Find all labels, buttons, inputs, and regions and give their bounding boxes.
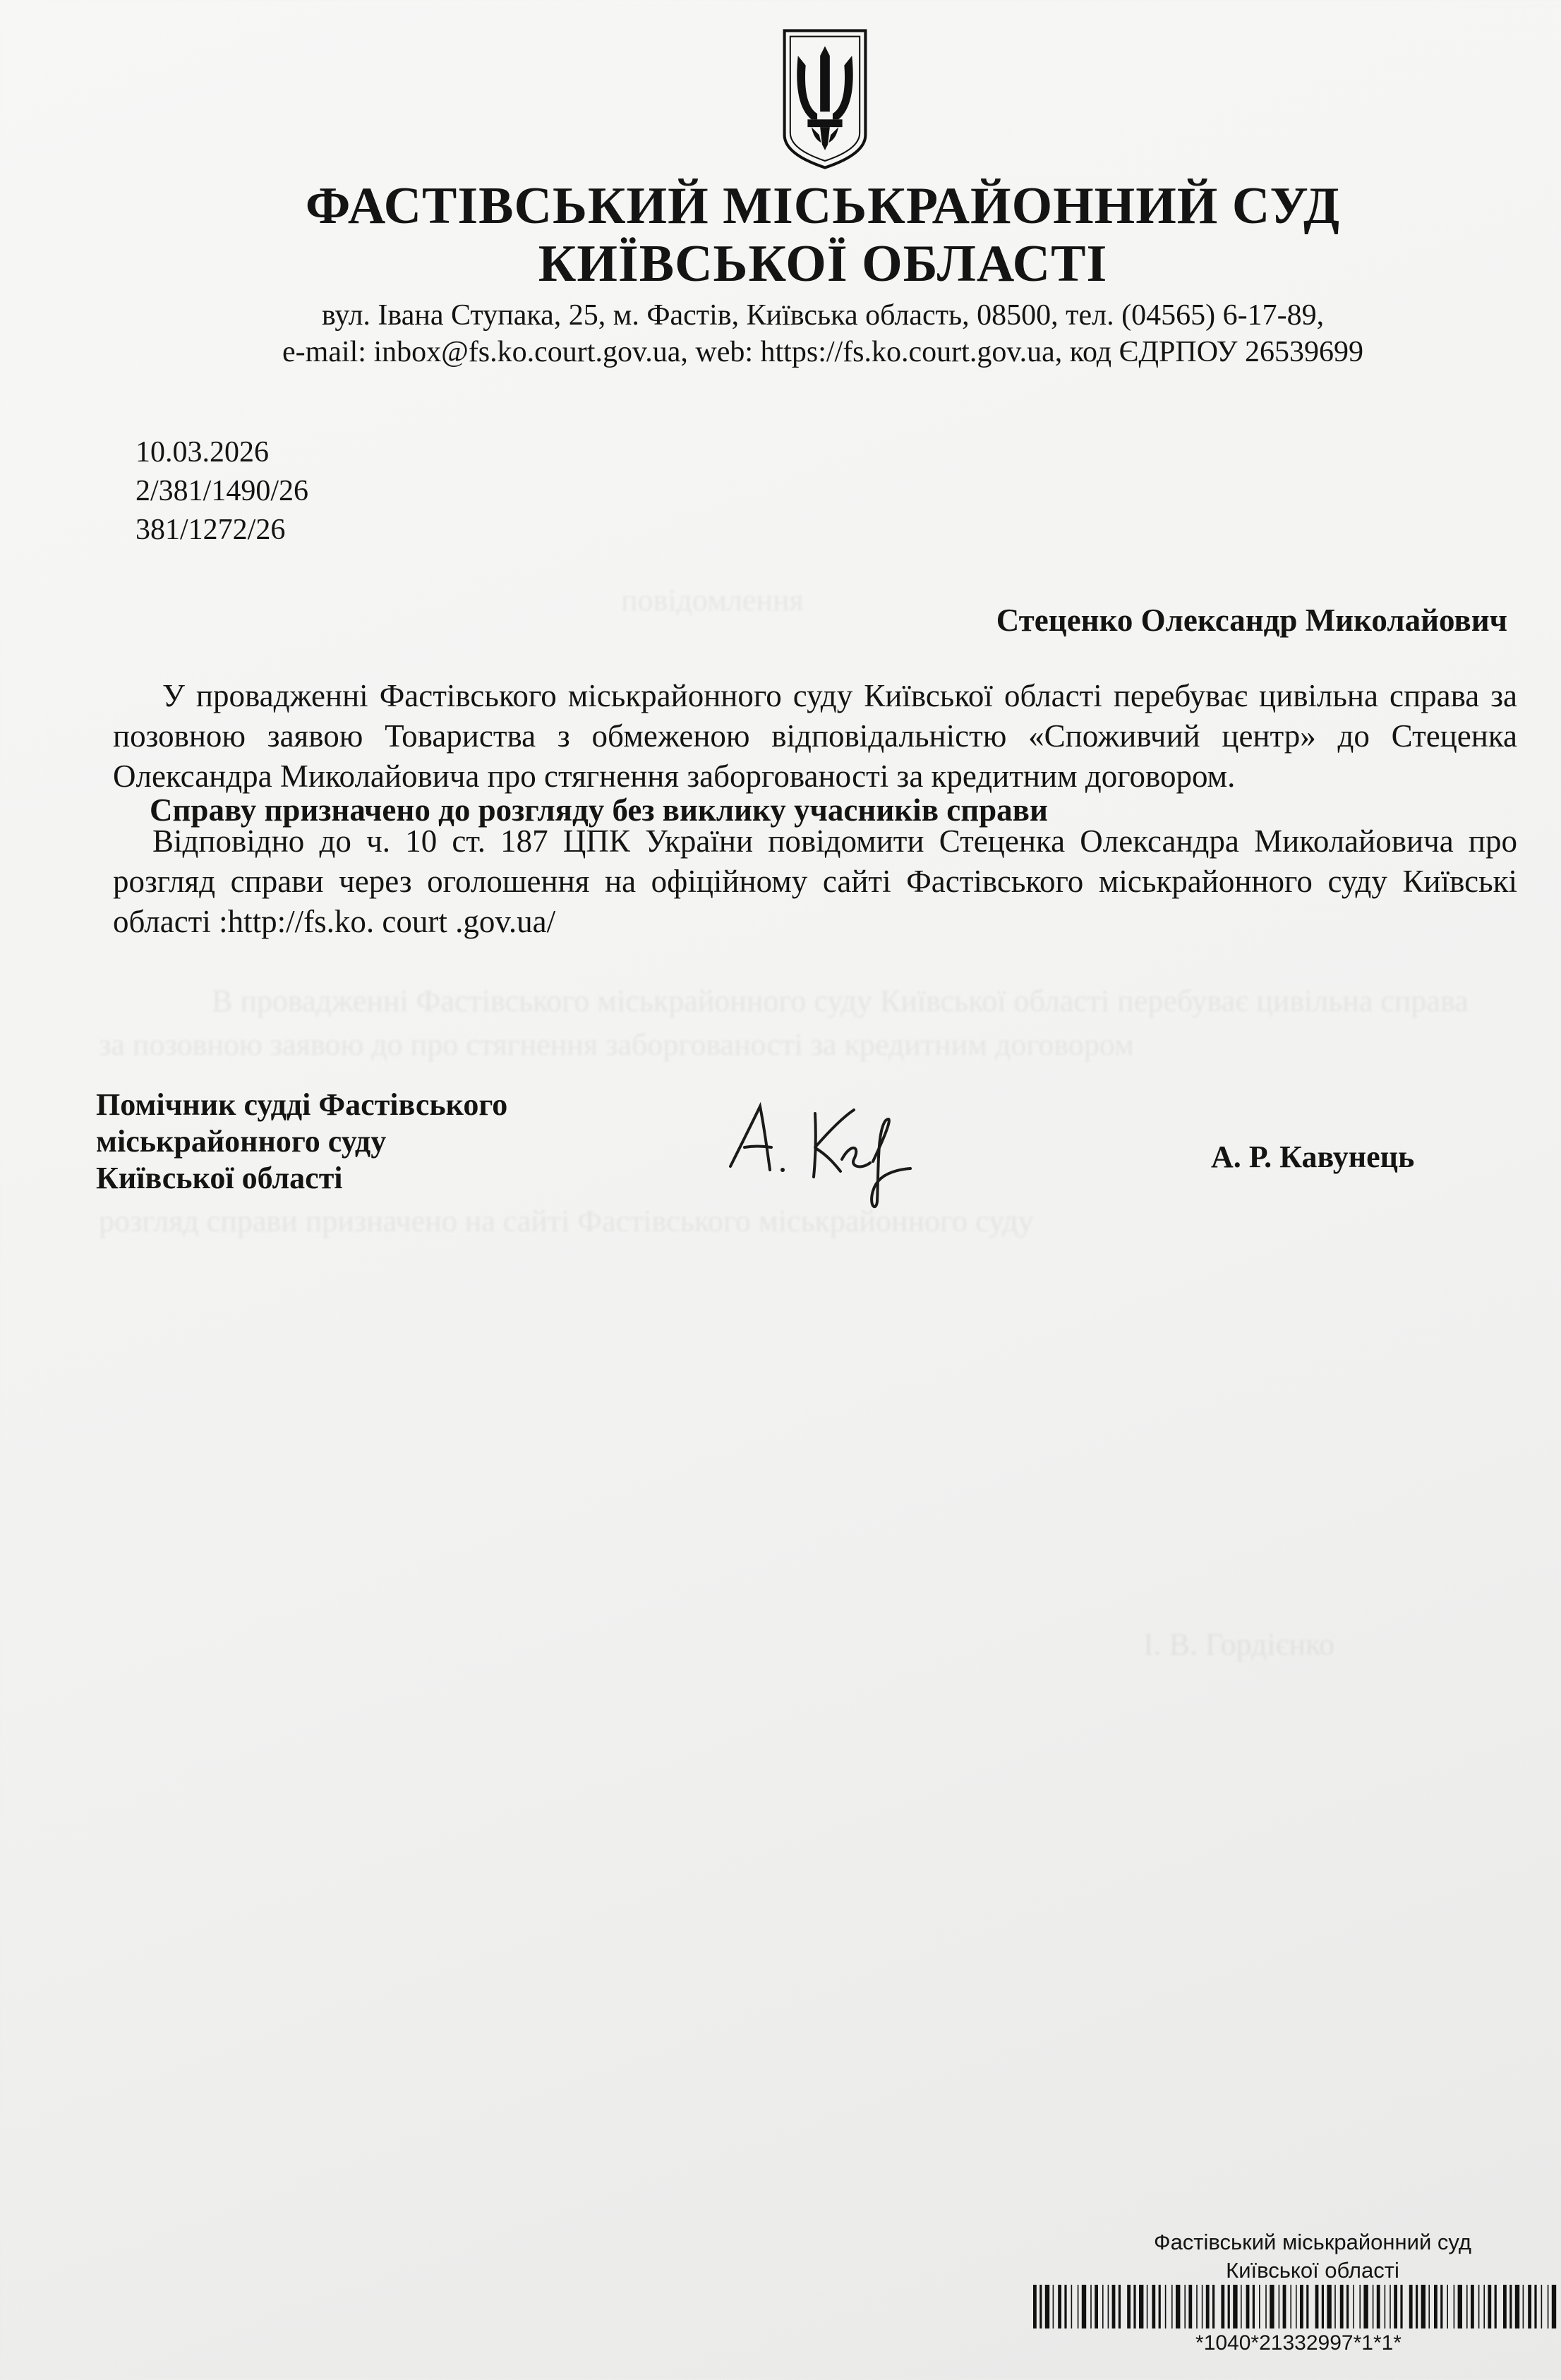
case-number: 381/1272/26: [135, 514, 286, 546]
barcode-bar: [1400, 2285, 1402, 2328]
show-through-text: В провадженні Фастівського міськрайонного суду Київської області перебуває цивільна справа: [212, 984, 1469, 1018]
barcode-bar: [1270, 2285, 1274, 2328]
barcode-bar: [1283, 2285, 1286, 2328]
barcode-bar: [1377, 2285, 1380, 2328]
barcode-bar: [1147, 2285, 1148, 2328]
barcode-bar: [1353, 2285, 1354, 2328]
barcode-bar: [1334, 2285, 1336, 2328]
trident-emblem-icon: [776, 27, 874, 171]
signer-name: А. Р. Кавунець: [1211, 1140, 1415, 1174]
barcode-bar: [1133, 2285, 1135, 2328]
court-address: вул. Івана Ступака, 25, м. Фастів, Київська область, 08500, тел. (04565) 6-17-89,: [321, 299, 1325, 332]
barcode-bar: [1127, 2285, 1131, 2328]
signer-position: [96, 1087, 507, 1197]
barcode-bar: [1159, 2285, 1161, 2328]
barcode-bar: [1296, 2285, 1297, 2328]
barcode-bar: [1241, 2285, 1242, 2328]
barcode-bar: [1466, 2285, 1468, 2328]
barcode-bar: [1108, 2285, 1109, 2328]
barcode-bar: [1212, 2285, 1215, 2328]
barcode-bar: [1434, 2285, 1438, 2328]
barcode-bar: [1548, 2285, 1549, 2328]
barcode-bar: [1171, 2285, 1173, 2328]
barcode-bar: [1290, 2285, 1291, 2328]
barcode-bar: [1206, 2285, 1210, 2328]
barcode-bar: [1102, 2285, 1104, 2328]
barcode-bar: [1534, 2285, 1536, 2328]
barcode-bar: [1421, 2285, 1426, 2328]
court-name-line2: КИЇВСЬКОЇ ОБЛАСТІ: [538, 235, 1108, 293]
body-paragraph-1: У провадженні Фастівського міськрайонного суду Київської області перебуває цивільна справа за позовною заявою Товариства з обмеженою відповідальністю «Споживчий центр» до Стеценка Олександра Миколайовича про стягнення заборгованості за кредитним договором.: [113, 678, 1517, 794]
recipient-name: Стеценко Олександр Миколайович: [996, 603, 1507, 638]
stamp-region: Київської області: [1226, 2258, 1399, 2283]
barcode-bar: [1409, 2285, 1413, 2328]
barcode-bar: [1152, 2285, 1155, 2328]
barcode-bar: [1221, 2285, 1224, 2328]
barcode-bar: [1322, 2285, 1324, 2328]
barcode-bar: [1488, 2285, 1491, 2328]
barcode-bar: [1188, 2285, 1192, 2328]
barcode-bar: [1039, 2285, 1042, 2328]
barcode-bar: [1346, 2285, 1349, 2328]
barcode-bar: [1495, 2285, 1497, 2328]
barcode-bar: [1112, 2285, 1116, 2328]
show-through-text: за позовною заявою до про стягнення заборгованості за кредитним договором: [99, 1027, 1134, 1062]
barcode-bar: [1447, 2285, 1448, 2328]
barcode-bar: [1095, 2285, 1098, 2328]
barcode-bar: [1165, 2285, 1167, 2328]
barcode-bar: [1390, 2285, 1391, 2328]
barcode-bar: [1196, 2285, 1198, 2328]
barcode-bar: [1394, 2285, 1397, 2328]
barcode-bar: [1306, 2285, 1308, 2328]
barcode-bar: [1515, 2285, 1519, 2328]
barcode-bar: [1064, 2285, 1066, 2328]
barcode-bar: [1528, 2285, 1531, 2328]
barcode-bar: [1233, 2285, 1237, 2328]
barcode-bar: [1552, 2285, 1556, 2328]
barcode-bar: [1279, 2285, 1280, 2328]
barcode-bar: [1428, 2285, 1430, 2328]
signer-position-line1: Помічник судді Фастівського: [96, 1087, 508, 1122]
barcode-bar: [1119, 2285, 1121, 2328]
barcode-bar: [1228, 2285, 1230, 2328]
barcode-bar: [1053, 2285, 1054, 2328]
barcode-bar: [1340, 2285, 1344, 2328]
barcode-bar: [1373, 2285, 1374, 2328]
barcode-bar: [1363, 2285, 1368, 2328]
barcode-bar: [1090, 2285, 1092, 2328]
show-through-text: І. В. Гордієнко: [1143, 1627, 1335, 1662]
barcode-bar: [1045, 2285, 1049, 2328]
barcode-bar: [1071, 2285, 1073, 2328]
barcode-number: *1040*21332997*1*1*: [1195, 2331, 1402, 2355]
barcode: [1032, 2285, 1560, 2328]
barcode-bar: [1082, 2285, 1086, 2328]
court-contacts: e-mail: inbox@fs.ko.court.gov.ua, web: https://fs.ko.court.gov.ua, код ЄДРПОУ 26539699: [282, 336, 1363, 368]
barcode-bar: [1058, 2285, 1061, 2328]
barcode-bar: [1176, 2285, 1180, 2328]
barcode-bar: [1483, 2285, 1485, 2328]
barcode-bar: [1440, 2285, 1442, 2328]
barcode-bar: [1541, 2285, 1543, 2328]
show-through-text: розгляд справи призначено на сайті Фастівського міськрайонного суду: [99, 1204, 1034, 1238]
stamp-court-name: Фастівський міськрайонний суд: [1154, 2230, 1471, 2254]
barcode-bar: [1265, 2285, 1267, 2328]
barcode-bar: [1300, 2285, 1303, 2328]
show-through-text: повідомлення: [621, 583, 804, 617]
barcode-bar: [1246, 2285, 1250, 2328]
signer-position-line3: Київської області: [96, 1161, 343, 1195]
barcode-bar: [1078, 2285, 1079, 2328]
barcode-bar: [1253, 2285, 1255, 2328]
barcode-bar: [1139, 2285, 1143, 2328]
barcode-bar: [1454, 2285, 1455, 2328]
barcode-bar: [1259, 2285, 1260, 2328]
barcode-bar: [1202, 2285, 1203, 2328]
handwritten-signature: [709, 1092, 942, 1219]
registration-number: 2/381/1490/26: [135, 475, 309, 507]
body-paragraph-2: Справу призначено до розгляду без виклику учасників справи: [150, 792, 1048, 828]
barcode-bar: [1385, 2285, 1386, 2328]
body-paragraph-3: Відповідно до ч. 10 ст. 187 ЦПК України повідомити Стеценка Олександра Миколайовича про розгляд справи через оголошення на офіційному сайті Фастівського міськрайонного суду Київські області :http://fs.ko. court .gov.ua/: [113, 823, 1517, 939]
barcode-bar: [1458, 2285, 1462, 2328]
barcode-bar: [1503, 2285, 1507, 2328]
barcode-bar: [1315, 2285, 1319, 2328]
barcode-bar: [1478, 2285, 1480, 2328]
barcode-bar: [1471, 2285, 1474, 2328]
barcode-bar: [1184, 2285, 1186, 2328]
letter-date: 10.03.2026: [135, 436, 269, 469]
court-name-line1: ФАСТІВСЬКИЙ МІСЬКРАЙОННИЙ СУД: [305, 177, 1341, 235]
barcode-bar: [1359, 2285, 1361, 2328]
signer-position-line2: міськрайонного суду: [96, 1124, 387, 1159]
barcode-bar: [1033, 2285, 1037, 2328]
barcode-bar: [1509, 2285, 1512, 2328]
barcode-bar: [1416, 2285, 1418, 2328]
barcode-bar: [1327, 2285, 1331, 2328]
barcode-bar: [1523, 2285, 1524, 2328]
